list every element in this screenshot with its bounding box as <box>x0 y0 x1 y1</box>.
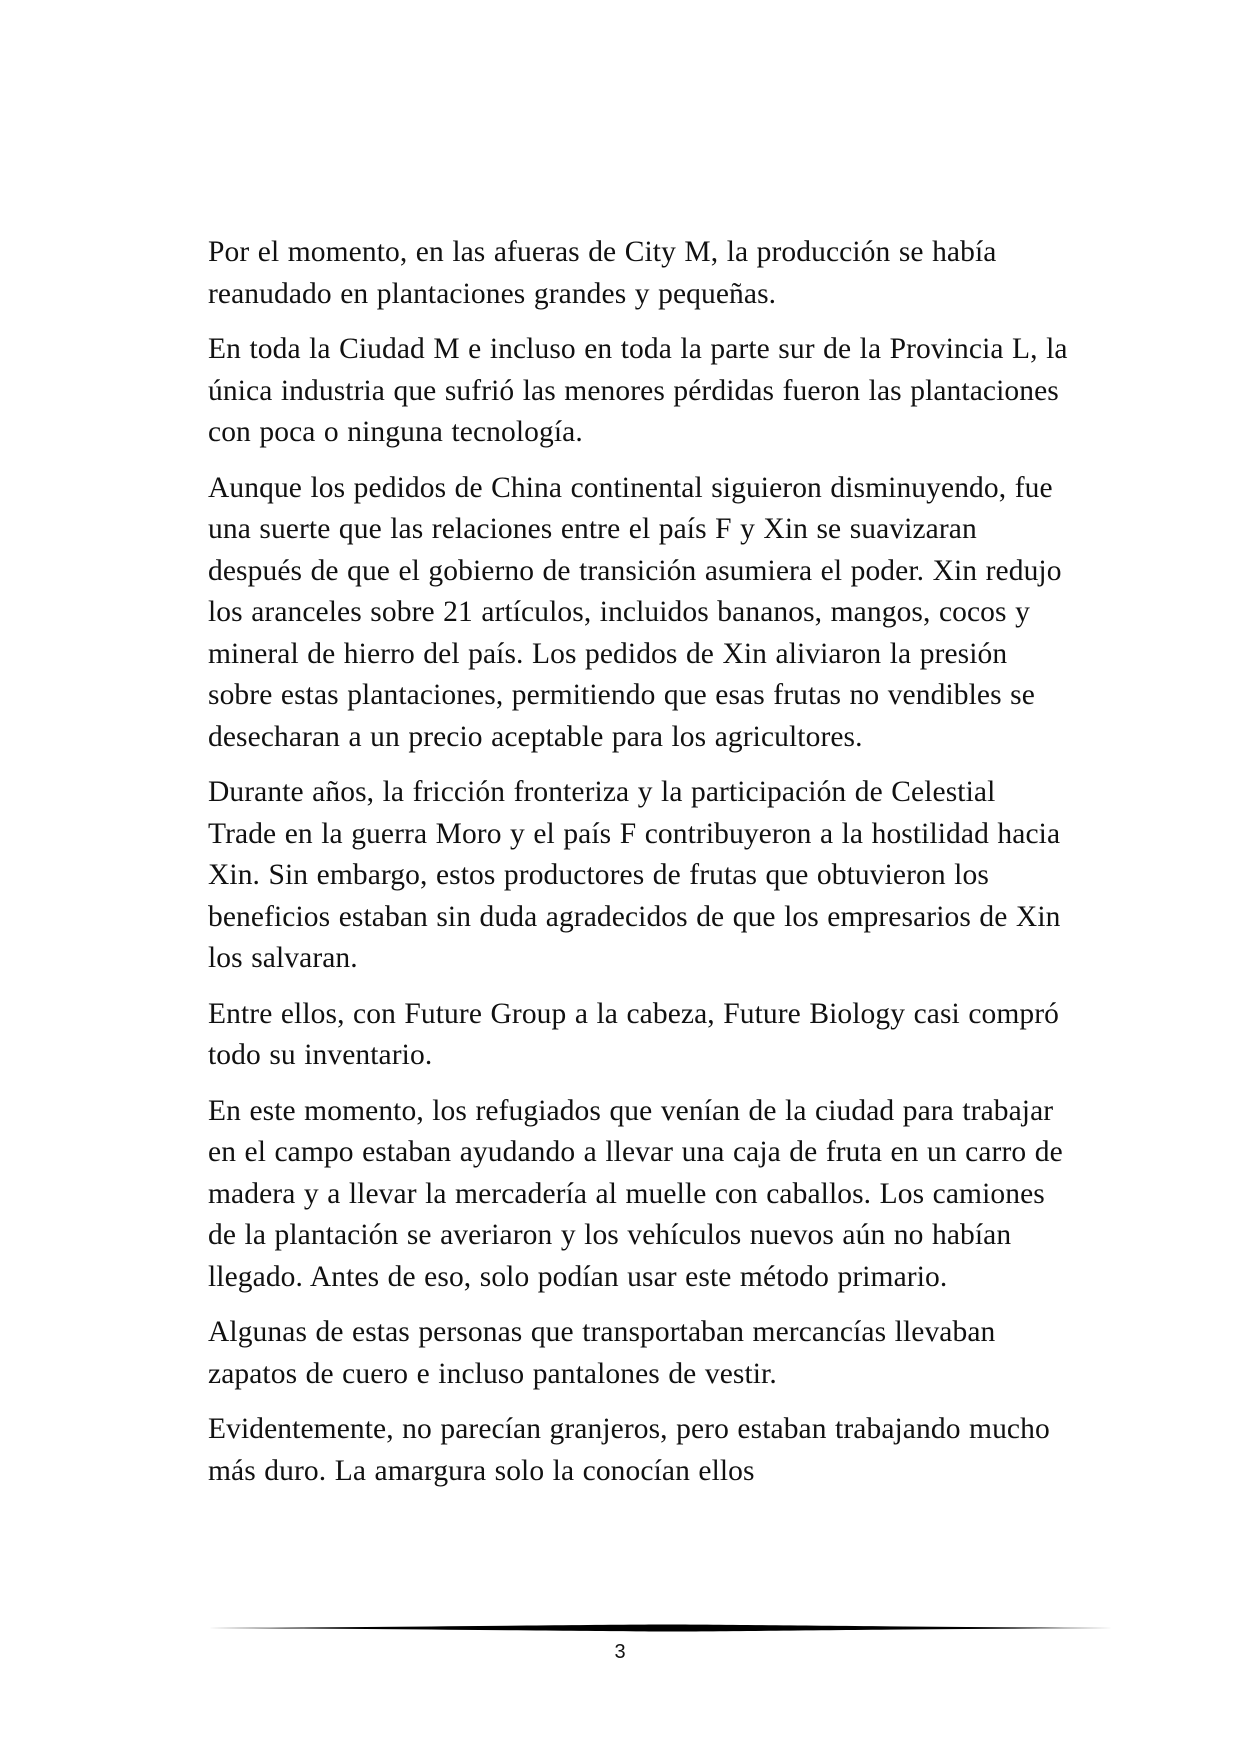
paragraph-5: Entre ellos, con Future Group a la cabeza, Future Biology casi compró todo su inventario. <box>208 997 1060 1071</box>
footer-rule <box>208 1622 1113 1634</box>
paragraph-1: Por el momento, en las afueras de City M, la producción se había reanudado en plantaciones grandes y pequeñas. <box>208 236 997 310</box>
paragraph-6: En este momento, los refugiados que venían de la ciudad para trabajar en el campo estaban ayudando a llevar una caja de fruta en un carro de madera y a llevar la mercadería al muelle con caballos. Los camiones de la plantación se averiaron y los vehículos nuevos aún no habían llegado. Antes de eso, solo podían usar este método primario. <box>208 1094 1063 1293</box>
paragraph-7: Algunas de estas personas que transportaban mercancías llevaban zapatos de cuero e incluso pantalones de vestir. <box>208 1316 996 1390</box>
body-text <box>208 232 1068 1506</box>
page-number: 3 <box>614 1641 626 1663</box>
paragraph-8: Evidentemente, no parecían granjeros, pero estaban trabajando mucho más duro. La amargura solo la conocían ellos <box>208 1413 1050 1487</box>
paragraph-3: Aunque los pedidos de China continental siguieron disminuyendo, fue una suerte que las relaciones entre el país F y Xin se suavizaran después de que el gobierno de transición asumiera el poder. Xin redujo los aranceles sobre 21 artículos, incluidos bananos, mangos, cocos y mineral de hierro del país. Los pedidos de Xin aliviaron la presión sobre estas plantaciones, permitiendo que esas frutas no vendibles se desecharan a un precio aceptable para los agricultores. <box>208 471 1062 753</box>
paragraph-4: Durante años, la fricción fronteriza y la participación de Celestial Trade en la guerra Moro y el país F contribuyeron a la hostilidad hacia Xin. Sin embargo, estos productores de frutas que obtuvieron los beneficios estaban sin duda agradecidos de que los empresarios de Xin los salvaran. <box>208 776 1061 974</box>
paragraph-2: En toda la Ciudad M e incluso en toda la parte sur de la Provincia L, la única industria que sufrió las menores pérdidas fueron las plantaciones con poca o ninguna tecnología. <box>208 333 1068 448</box>
footer-rule-swash <box>208 1625 1113 1632</box>
